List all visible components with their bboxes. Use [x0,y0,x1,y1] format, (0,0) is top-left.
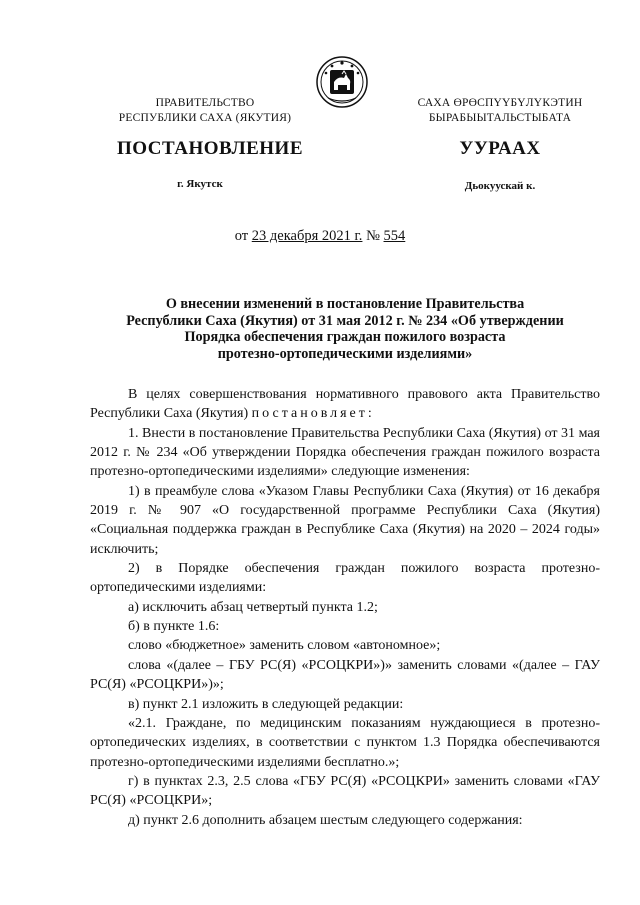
paragraph: 1) в преамбуле слова «Указом Главы Республики Саха (Якутия) от 16 декабря 2019 г. № 907 «О государственной программе Республики Саха (Якутия) «Социальная поддержка граждан в Республике Саха (Якутия) на 2020 – 2024 годы» исключить; [90,483,600,557]
date-prefix: от [234,228,249,244]
paragraph: а) исключить абзац четвертый пункта 1.2; [128,599,378,615]
coat-of-arms-emblem [316,56,368,108]
title-line: Республики Саха (Якутия) от 31 мая 2012 г. № 234 «Об утверждении [126,312,564,329]
issuer-name-yakut [385,96,615,126]
city-yakut: Дьокуускай к. [464,180,536,192]
issuer-line: САХА ӨРӨСПҮҮБҮЛҮКЭТИН [417,97,583,109]
city-russian: г. Якутск [177,178,223,190]
issuer-name-russian [90,96,320,126]
document-kind-russian: ПОСТАНОВЛЕНИЕ [116,138,304,159]
document-dateline [0,228,640,245]
document-kind-yakut: УУРААХ [459,138,541,159]
paragraph: 2) в Порядке обеспечения граждан пожилого возраста протезно-ортопедическими изделиями: [90,561,600,596]
paragraph: слова «(далее – ГБУ РС(Я) «РСОЦКРИ»)» заменить словами «(далее – ГАУ РС(Я) «РСОЦКРИ»)»; [90,657,600,693]
title-line: протезно-ортопедическими изделиями» [217,345,473,362]
paragraph: «2.1. Граждане, по медицинским показаниям нуждающиеся в протезно-ортопедических изделиях, в соответствии с пунктом 1.3 Порядка обеспечиваются протезно-ортопедическими изделиями бесплатно.»; [90,715,600,770]
paragraph: г) в пунктах 2.3, 2.5 слова «ГБУ РС(Я) «РСОЦКРИ» заменить словами «ГАУ РС(Я) «РСОЦКРИ»; [90,773,600,809]
paragraph: д) пункт 2.6 дополнить абзацем шестым следующего содержания: [128,812,523,828]
decree-word: постановляет: [251,406,375,422]
issuer-line: БЫРАБЫЫТАЛЬСТЫБАТА [428,112,572,124]
paragraph: слово «бюджетное» заменить словом «автономное»; [128,638,441,654]
paragraph: в) пункт 2.1 изложить в следующей редакции: [128,696,404,712]
title-line: О внесении изменений в постановление Правительства [165,296,525,312]
issuer-line: РЕСПУБЛИКИ САХА (ЯКУТИЯ) [118,112,292,124]
paragraph-preamble [90,385,600,424]
paragraph: б) в пункте 1.6: [128,619,220,635]
document-number: 554 [383,228,406,244]
document-body [90,385,600,830]
issuer-line: ПРАВИТЕЛЬСТВО [155,97,255,109]
document-date: 23 декабря 2021 г. [251,228,363,244]
title-line: Порядка обеспечения граждан пожилого возраста [184,329,506,345]
number-sign: № [366,228,380,244]
document-title [95,296,595,362]
paragraph: 1. Внести в постановление Правительства Республики Саха (Якутия) от 31 мая 2012 г. № 234 «Об утверждении Порядка обеспечения граждан пожилого возраста протезно-ортопедическими изделиями» следующие изменения: [90,425,600,480]
preamble-text: В целях совершенствования нормативного правового акта Правительство Республики Саха (Якутия) [90,387,600,422]
